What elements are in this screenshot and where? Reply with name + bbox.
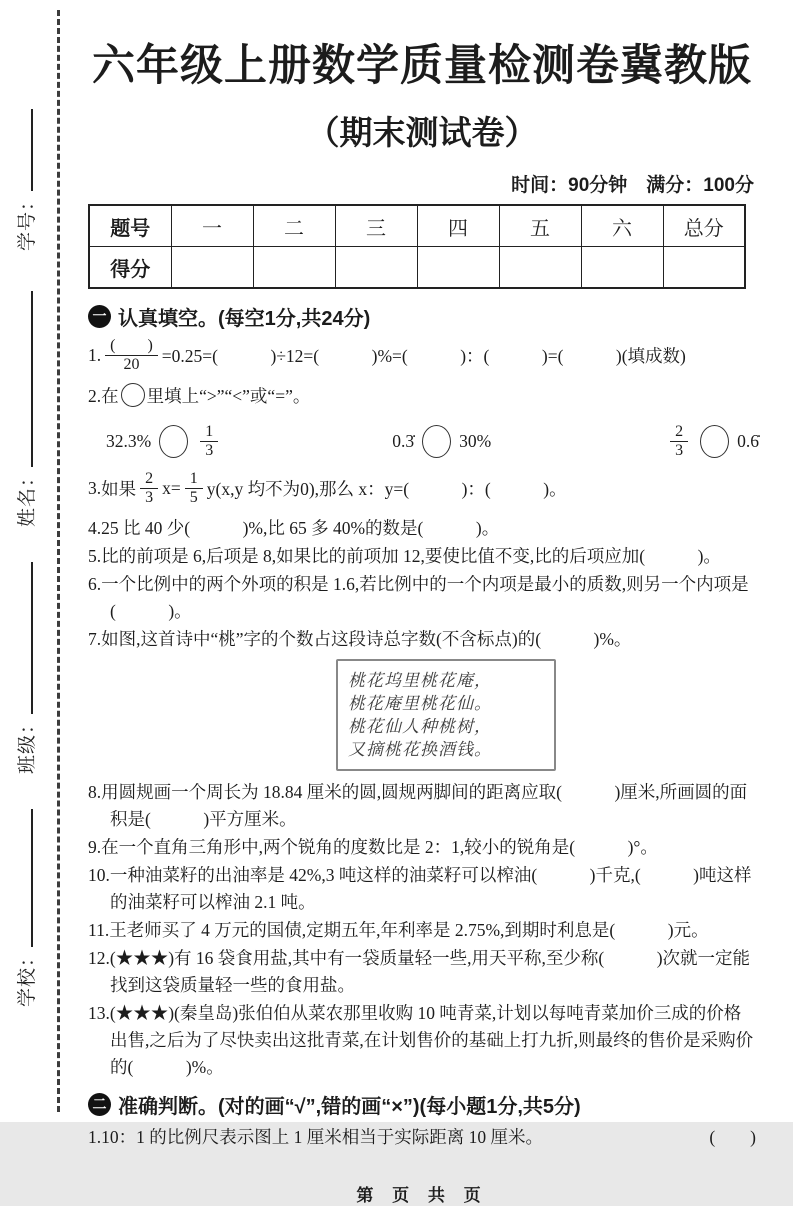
student-field-number (12, 109, 39, 251)
question-text: =0.25=( )÷12=( )%=( )：( )=( )(填成数) (161, 346, 686, 367)
question-12: 12.(★★★)有 16 袋食用盐,其中有一袋质量轻一些,用天平称,至少称( )次就一定能找到这袋质量轻一些的食用盐。 (88, 947, 751, 995)
score-table-col: 一 (171, 205, 253, 247)
comparison-right: 0.6̇ (737, 431, 760, 452)
score-table-col: 四 (417, 205, 499, 247)
question-3 (88, 470, 756, 508)
fraction-blank-over-20: $\frac{( )}{20}$ (105, 337, 158, 375)
score-table-score-row (89, 247, 745, 289)
exam-meta: 时间：90分钟 满分：100分 (511, 175, 754, 196)
comparison-item (392, 425, 491, 458)
score-table-col: 二 (253, 205, 335, 247)
poem-line: 桃花庵里桃花仙。 (348, 693, 492, 713)
student-field-school (12, 809, 39, 1007)
question-1 (88, 337, 756, 375)
question-2 (88, 383, 756, 410)
question-text: 在 (101, 385, 119, 406)
question-text: y(x,y 均不为0),那么 x：y=( )：( )。 (206, 479, 567, 500)
fraction-two-thirds: $\frac{2}{3}$ (140, 470, 158, 508)
score-table-label: 题号 (89, 205, 171, 247)
score-table (88, 204, 746, 289)
question-7: 7.如图,这首诗中“桃”字的个数占这段诗总字数(不含标点)的( )%。 (88, 628, 632, 649)
question-text: 如果 (101, 479, 137, 500)
question-6: 6.一个比例中的两个外项的积是 1.6,若比例中的一个内项是最小的质数,则另一个内项是( )。 (88, 573, 749, 621)
question-10: 10.一种油菜籽的出油率是 42%,3 吨这样的油菜籽可以榨油( )千克,( )吨这样的油菜籽可以榨油 2.1 吨。 (88, 864, 752, 912)
poem-line: 又摘桃花换酒钱。 (348, 739, 492, 759)
score-cell-empty (253, 247, 335, 289)
student-field-class (12, 562, 39, 774)
question-text: 1.10：1 的比例尺表示图上 1 厘米相当于实际距离 10 厘米。 (88, 1126, 543, 1147)
student-field-blank-line (14, 809, 33, 947)
question-number: 2. (88, 385, 102, 406)
student-field-label: 学校： (17, 946, 38, 1007)
student-field-label: 班级： (17, 713, 38, 774)
score-table-col: 五 (499, 205, 581, 247)
score-table-col: 总分 (663, 205, 745, 247)
student-field-label: 姓名： (17, 466, 38, 527)
question-11: 11.王老师买了 4 万元的国债,定期五年,年利率是 2.75%,到期时利息是( )元。 (88, 919, 709, 940)
section2-question-1 (88, 1124, 756, 1151)
exam-content (88, 0, 760, 1206)
question-2-comparisons (106, 420, 760, 464)
section1-title: 认真填空。(每空1分,共24分) (118, 308, 371, 330)
score-cell-empty (581, 247, 663, 289)
question-text: 里填上“>”“<”或“=”。 (146, 385, 311, 406)
answer-circle-icon (422, 425, 451, 458)
comparison-left: 0.3̇ (392, 431, 415, 452)
question-number: 3. (88, 478, 102, 499)
fraction-two-thirds: $\frac{2}{3}$ (670, 423, 688, 461)
section2-title: 准确判断。(对的画“√”,错的画“×”)(每小题1分,共5分) (118, 1095, 581, 1118)
section1-number-badge: 一 (88, 305, 111, 328)
answer-blank: ( ) (709, 1126, 756, 1147)
answer-circle-icon (121, 383, 145, 407)
poem-line: 桃花坞里桃花庵， (348, 670, 492, 690)
page-subtitle: （期末测试卷） (306, 114, 538, 151)
score-cell-empty (171, 247, 253, 289)
student-info-sidebar (12, 22, 42, 1062)
question-text: x= (162, 478, 181, 499)
section1-header (88, 302, 756, 331)
fraction-one-third: $\frac{1}{3}$ (200, 423, 218, 461)
question-5: 5.比的前项是 6,后项是 8,如果比的前项加 12,要使比值不变,比的后项应加( )。 (88, 545, 721, 566)
answer-circle-icon (700, 425, 729, 458)
comparison-item (666, 423, 759, 461)
comparison-right: 30% (459, 431, 492, 452)
score-cell-empty (335, 247, 417, 289)
score-table-label: 得分 (89, 247, 171, 289)
fraction-one-fifth: $\frac{1}{5}$ (185, 470, 203, 508)
student-field-blank-line (14, 291, 33, 467)
answer-circle-icon (159, 425, 188, 458)
section2-header (88, 1090, 756, 1119)
question-8: 8.用圆规画一个周长为 18.84 厘米的圆,圆规两脚间的距离应取( )厘米,所画圆的面积是( )平方厘米。 (88, 781, 748, 829)
section2-number-badge: 二 (88, 1093, 111, 1116)
score-cell-empty (499, 247, 581, 289)
student-field-blank-line (14, 109, 33, 191)
student-field-blank-line (14, 562, 33, 714)
binding-dashed-line (57, 10, 60, 1112)
poem-line: 桃花仙人种桃树， (348, 716, 492, 736)
peach-blossom-poem-box (336, 659, 556, 771)
question-number: 1. (88, 345, 102, 366)
page-footer: 第 页 共 页 (356, 1185, 488, 1205)
comparison-left: 32.3% (106, 431, 152, 452)
question-9: 9.在一个直角三角形中,两个锐角的度数比是 2：1,较小的锐角是( )°。 (88, 836, 658, 857)
score-table-header-row (89, 205, 745, 247)
score-cell-empty (417, 247, 499, 289)
question-13: 13.(★★★)(秦皇岛)张伯伯从菜农那里收购 10 吨青菜,计划以每吨青菜加价三成的价格出售,之后为了尽快卖出这批青菜,在计划售价的基础上打九折,则最终的售价是采购价的( )%。 (88, 1002, 754, 1077)
student-field-name (12, 291, 39, 527)
page-title: 六年级上册数学质量检测卷冀教版 (92, 42, 752, 90)
score-table-col: 六 (581, 205, 663, 247)
comparison-item (106, 423, 222, 461)
student-field-label: 学号： (17, 190, 38, 251)
score-cell-empty (663, 247, 745, 289)
question-4: 4.25 比 40 少( )%,比 65 多 40%的数是( )。 (88, 517, 500, 538)
score-table-col: 三 (335, 205, 417, 247)
